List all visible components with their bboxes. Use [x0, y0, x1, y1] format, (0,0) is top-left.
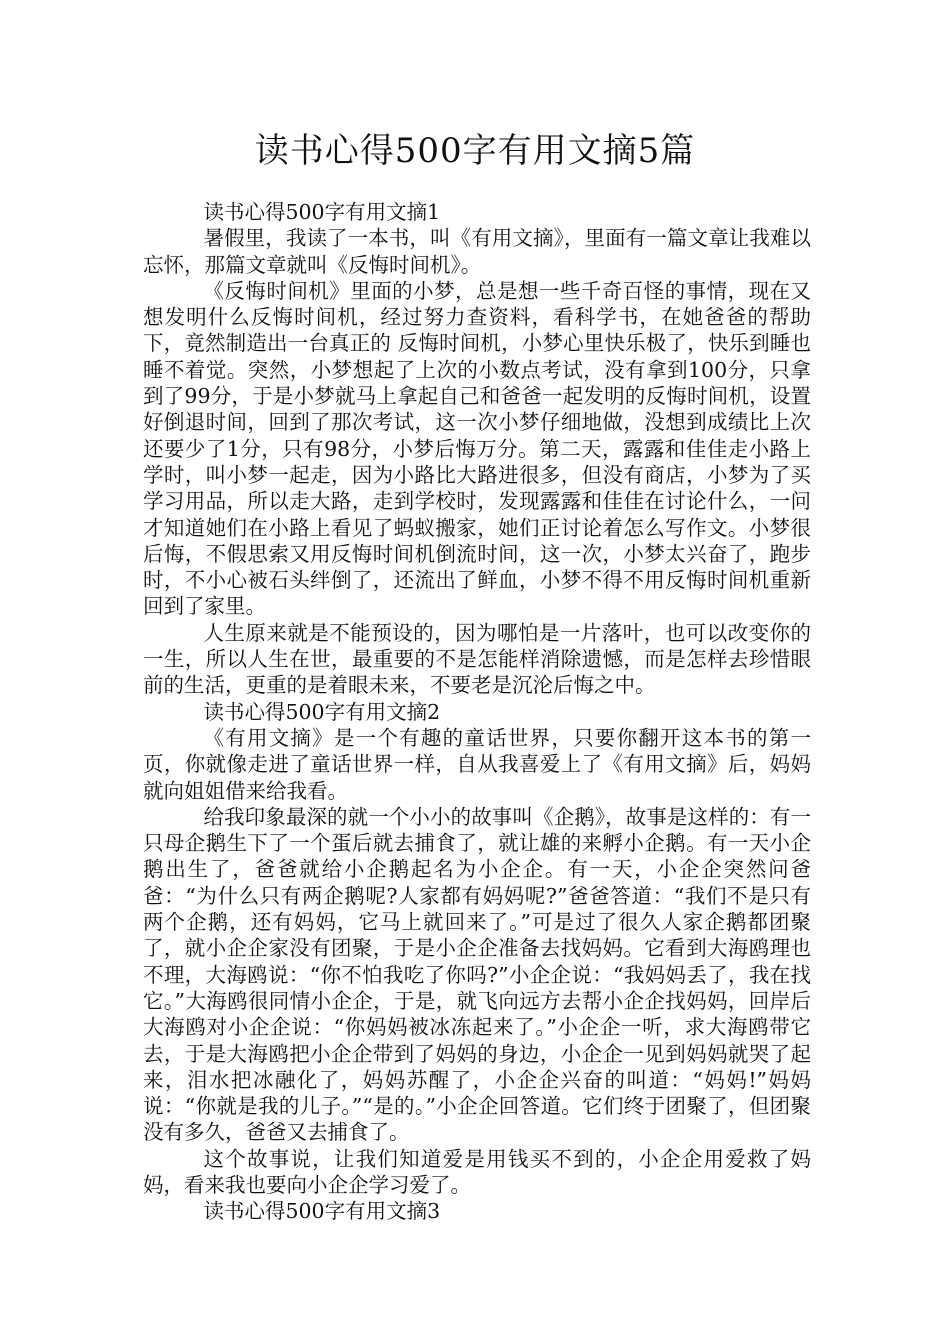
- paragraph: 《反悔时间机》里面的小梦，总是想一些千奇百怪的事情，现在又想发明什么反悔时间机，经过努力查资料，看科学书，在她爸爸的帮助下，竟然制造出一台真正的 反悔时间机，小梦心里快乐极了，快乐到睡也睡不着觉。突然，小梦想起了上次的小数点考试，没有拿到100分，只拿到了99分，于是小梦就马上拿起自己和爸爸一起发明的反悔时间机，设置好倒退时间，回到了那次考试，这一次小梦仔细地做，没想到成绩比上次还要少了1分，只有98分，小梦后悔万分。第二天，露露和佳佳走小路上学时，叫小梦一起走，因为小路比大路进很多，但没有商店，小梦为了买学习用品，所以走大路，走到学校时，发现露露和佳佳在讨论什么，一问才知道她们在小路上看见了蚂蚁搬家，她们正讨论着怎么写作文。小梦很后悔，不假思索又用反悔时间机倒流时间，这一次，小梦太兴奋了，跑步时，不小心被石头绊倒了，还流出了鲜血，小梦不得不用反悔时间机重新回到了家里。: [143, 278, 811, 619]
- paragraph: 给我印象最深的就一个小小的故事叫《企鹅》，故事是这样的：有一只母企鹅生下了一个蛋后就去捕食了，就让雄的来孵小企鹅。有一天小企鹅出生了，爸爸就给小企鹅起名为小企企。有一天，小企企突然问爸爸：“为什么只有两企鹅呢?人家都有妈妈呢?”爸爸答道：“我们不是只有两个企鹅，还有妈妈，它马上就回来了。”可是过了很久人家企鹅都团聚了，就小企企家没有团聚，于是小企企准备去找妈妈。它看到大海鸥理也不理，大海鸥说：“你不怕我吃了你吗?”小企企说：“我妈妈丢了，我在找它。”大海鸥很同情小企企，于是，就飞向远方去帮小企企找妈妈，回岸后大海鸥对小企企说：“你妈妈被冰冻起来了。”小企企一听，求大海鸥带它去，于是大海鸥把小企企带到了妈妈的身边，小企企一见到妈妈就哭了起来，泪水把冰融化了，妈妈苏醒了，小企企兴奋的叫道：“妈妈!”妈妈说：“你就是我的儿子。”“是的。”小企企回答道。它们终于团聚了，但团聚没有多久，爸爸又去捕食了。: [143, 804, 811, 1145]
- document-body: [143, 199, 811, 1225]
- section-heading-1: 读书心得500字有用文摘1: [203, 200, 441, 224]
- paragraph: 《有用文摘》是一个有趣的童话世界，只要你翻开这本书的第一页，你就像走进了童话世界一样，自从我喜爱上了《有用文摘》后，妈妈就向姐姐借来给我看。: [143, 725, 811, 803]
- section-heading-2: 读书心得500字有用文摘2: [203, 699, 441, 724]
- paragraph: 这个故事说，让我们知道爱是用钱买不到的，小企企用爱救了妈妈，看来我也要向小企企学习爱了。: [143, 1146, 811, 1197]
- paragraph: 人生原来就是不能预设的，因为哪怕是一片落叶，也可以改变你的一生，所以人生在世，最重要的不是怎能样消除遗憾，而是怎样去珍惜眼前的生活，更重的是着眼未来，不要老是沉沦后悔之中。: [143, 620, 811, 698]
- paragraph: 暑假里，我读了一本书，叫《有用文摘》，里面有一篇文章让我难以忘怀，那篇文章就叫《反悔时间机》。: [143, 226, 811, 277]
- section-heading-3: 读书心得500字有用文摘3: [203, 1199, 441, 1224]
- document-title: 读书心得500字有用文摘5篇: [254, 131, 696, 171]
